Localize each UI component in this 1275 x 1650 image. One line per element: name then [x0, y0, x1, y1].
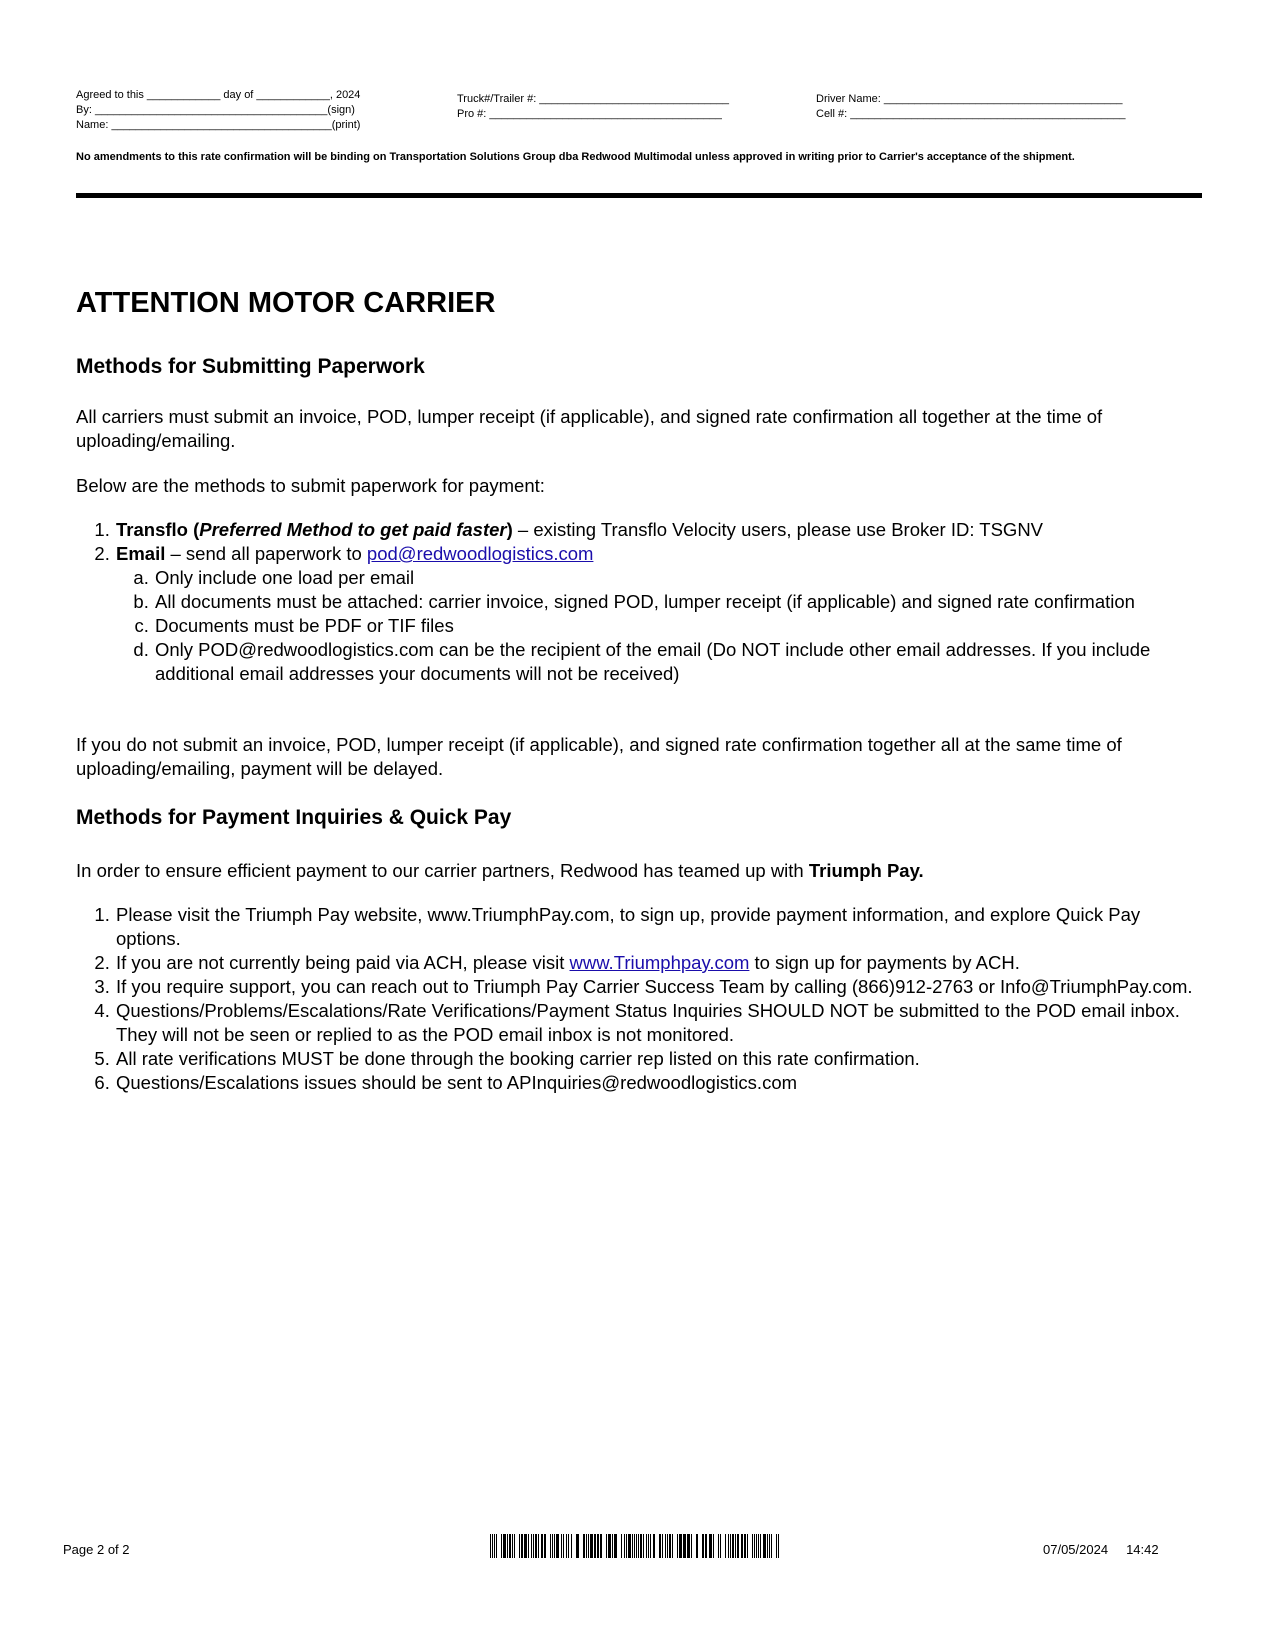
barcode-bar [571, 1534, 572, 1558]
barcode-bar [718, 1534, 719, 1558]
barcode-bar [597, 1534, 599, 1558]
agreed-line: Agreed to this ____________ day of ____________, 2024 [76, 89, 361, 101]
barcode-bar [730, 1534, 731, 1558]
list-item: 1. Please visit the Triumph Pay website, www.TriumphPay.com, to sign up, provide payment information, and explore Quick Pay options. [115, 903, 1206, 951]
list-item: b. All documents must be attached: carrier invoice, signed POD, lumper receipt (if applicable) and signed rate confirmation [154, 590, 1206, 614]
signature-block-middle [457, 92, 729, 122]
barcode-bar [552, 1534, 553, 1558]
barcode-bar [509, 1534, 511, 1558]
triumphpay-link[interactable]: www.Triumphpay.com [569, 952, 750, 973]
barcode-bar [672, 1534, 673, 1558]
barcode-bar [568, 1534, 569, 1558]
print-timestamp [1043, 1542, 1159, 1558]
page-heading: ATTENTION MOTOR CARRIER [76, 287, 496, 319]
barcode-bar [778, 1534, 779, 1558]
barcode-bar [687, 1534, 690, 1558]
list-item: 2. If you are not currently being paid via ACH, please visit www.Triumphpay.com to sign up for payments by ACH. [115, 951, 1206, 975]
barcode-bar [659, 1534, 661, 1558]
barcode-bar [556, 1534, 559, 1558]
list-item: d. Only POD@redwoodlogistics.com can be the recipient of the email (Do NOT include other email addresses. If you include additional email addresses your documents will not be received) [154, 638, 1206, 686]
barcode-icon [490, 1534, 782, 1558]
barcode-bar [763, 1534, 766, 1558]
list-item: 6. Questions/Escalations issues should be sent to APInquiries@redwoodlogistics.com [115, 1071, 1206, 1095]
transflo-description: – existing Transflo Velocity users, please use Broker ID: TSGNV [512, 519, 1044, 540]
barcode-bar [590, 1534, 593, 1558]
methods-intro-paragraph: Below are the methods to submit paperwork for payment: [76, 475, 545, 496]
barcode-bar [492, 1534, 493, 1558]
payment-inquiries-list [76, 903, 1206, 1095]
barcode-bar [624, 1534, 625, 1558]
barcode-bar [752, 1534, 753, 1558]
barcode-bar [776, 1534, 777, 1558]
barcode-bar [720, 1534, 721, 1558]
barcode-bar [636, 1534, 637, 1558]
truck-trailer-line: Truck#/Trailer #: _______________________________ [457, 93, 729, 105]
barcode-bar [662, 1534, 663, 1558]
barcode-bar [503, 1534, 506, 1558]
barcode-bar [696, 1534, 698, 1558]
barcode-bar [646, 1534, 647, 1558]
barcode-bar [643, 1534, 644, 1558]
barcode-bar [554, 1534, 555, 1558]
list-item-transflo [115, 518, 1206, 542]
barcode-bar [621, 1534, 622, 1558]
barcode-bar [490, 1534, 491, 1558]
barcode-bar [608, 1534, 611, 1558]
divider-rule [76, 193, 1202, 198]
barcode-bar [533, 1534, 534, 1558]
barcode-bar [767, 1534, 768, 1558]
list-item: c. Documents must be PDF or TIF files [154, 614, 1206, 638]
barcode-bar [544, 1534, 546, 1558]
barcode-bar [507, 1534, 508, 1558]
barcode-bar [677, 1534, 678, 1558]
barcode-bar [566, 1534, 567, 1558]
barcode-bar [594, 1534, 596, 1558]
barcode-bar [514, 1534, 515, 1558]
barcode-bar [524, 1534, 527, 1558]
transflo-label: Transflo (Preferred Method to get paid faster) [116, 519, 513, 540]
barcode-bar [494, 1534, 495, 1558]
email-description: – send all paperwork to [165, 543, 367, 564]
signature-block-left [76, 88, 360, 133]
barcode-bar [702, 1534, 704, 1558]
barcode-bar [747, 1534, 748, 1558]
barcode-bar [679, 1534, 682, 1558]
list-item: 3. If you require support, you can reach out to Triumph Pay Carrier Success Team by calling (866)912-2763 or Info@TriumphPay.com. [115, 975, 1206, 999]
barcode-bar [600, 1534, 602, 1558]
barcode-bar [614, 1534, 617, 1558]
barcode-bar [521, 1534, 523, 1558]
barcode-bar [606, 1534, 607, 1558]
barcode-bar [737, 1534, 739, 1558]
list-item: 5. All rate verifications MUST be done through the booking carrier rep listed on this rate confirmation. [115, 1047, 1206, 1071]
barcode-bar [538, 1534, 539, 1558]
preferred-method-note: Preferred Method to get paid faster [199, 519, 507, 540]
barcode-bar [653, 1534, 655, 1558]
barcode-bar [634, 1534, 635, 1558]
barcode-bar [626, 1534, 627, 1558]
barcode-bar [758, 1534, 759, 1558]
list-item: a. Only include one load per email [154, 566, 1206, 590]
cell-number-line: Cell #: _____________________________________________ [816, 108, 1126, 120]
barcode-bar [550, 1534, 551, 1558]
barcode-bar [512, 1534, 513, 1558]
triumph-intro-paragraph: In order to ensure efficient payment to our carrier partners, Redwood has teamed up with Triumph Pay. [76, 860, 924, 881]
barcode-bar [683, 1534, 686, 1558]
barcode-bar [669, 1534, 671, 1558]
list-item-email [115, 542, 1206, 686]
barcode-bar [576, 1534, 579, 1558]
email-subitems [116, 566, 1206, 686]
barcode-bar [728, 1534, 729, 1558]
barcode-bar [496, 1534, 497, 1558]
list-item: 4. Questions/Problems/Escalations/Rate Verifications/Payment Status Inquiries SHOULD NOT be submitted to the POD email inbox. They will not be seen or replied to as the POD email inbox is not monitored. [115, 999, 1206, 1047]
barcode-bar [535, 1534, 537, 1558]
signature-block-right [816, 92, 1126, 122]
barcode-bar [501, 1534, 502, 1558]
barcode-bar [648, 1534, 649, 1558]
barcode-bar [756, 1534, 757, 1558]
email-label: Email [116, 543, 166, 564]
amendment-notice: No amendments to this rate confirmation will be binding on Transportation Solutions Group dba Redwood Multimodal unless approved in writing prior to Carrier's acceptance of the shipment. [76, 151, 1075, 163]
barcode-bar [640, 1534, 642, 1558]
print-time: 14:42 [1126, 1542, 1159, 1557]
driver-name-line: Driver Name: _______________________________________ [816, 93, 1123, 105]
barcode-bar [709, 1534, 712, 1558]
barcode-bar [612, 1534, 613, 1558]
barcode-bar [665, 1534, 666, 1558]
barcode-bar [588, 1534, 589, 1558]
pro-number-line: Pro #: ______________________________________ [457, 108, 722, 120]
section-title-payment-inquiries: Methods for Payment Inquiries & Quick Pay [76, 806, 512, 829]
barcode-bar [528, 1534, 529, 1558]
page-number: Page 2 of 2 [63, 1542, 130, 1557]
barcode-bar [725, 1534, 726, 1558]
submission-requirements-paragraph: All carriers must submit an invoice, POD, lumper receipt (if applicable), and signed rate confirmation all together at the time of uploading/emailing. [76, 406, 1103, 451]
barcode-bar [561, 1534, 562, 1558]
name-print-line: Name: ____________________________________(print) [76, 119, 361, 131]
barcode-bar [713, 1534, 714, 1558]
barcode-bar [771, 1534, 772, 1558]
barcode-bar [754, 1534, 755, 1558]
barcode-bar [732, 1534, 734, 1558]
payment-delay-warning: If you do not submit an invoice, POD, lumper receipt (if applicable), and signed rate confirmation together all at the same time of uploading/emailing, payment will be delayed. [76, 734, 1122, 779]
barcode-bar [519, 1534, 520, 1558]
barcode-bar [563, 1534, 564, 1558]
barcode-bar [705, 1534, 707, 1558]
barcode-bar [632, 1534, 633, 1558]
barcode-bar [583, 1534, 585, 1558]
barcode-bar [628, 1534, 631, 1558]
barcode-bar [691, 1534, 692, 1558]
barcode-bar [586, 1534, 587, 1558]
section-title-submitting-paperwork: Methods for Submitting Paperwork [76, 355, 425, 378]
barcode-bar [667, 1534, 668, 1558]
barcode-bar [744, 1534, 746, 1558]
submission-methods-list [76, 518, 1206, 686]
barcode-bar [769, 1534, 770, 1558]
barcode-bar [531, 1534, 532, 1558]
barcode-bar [638, 1534, 639, 1558]
by-sign-line: By: ______________________________________(sign) [76, 104, 355, 116]
barcode-bar [650, 1534, 651, 1558]
barcode-bar [760, 1534, 761, 1558]
barcode-bar [735, 1534, 736, 1558]
barcode-bar [741, 1534, 743, 1558]
barcode-bar [541, 1534, 543, 1558]
print-date: 07/05/2024 [1043, 1542, 1109, 1557]
triumph-pay-name: Triumph Pay. [808, 860, 924, 881]
pod-email-link[interactable]: pod@redwoodlogistics.com [366, 543, 594, 564]
